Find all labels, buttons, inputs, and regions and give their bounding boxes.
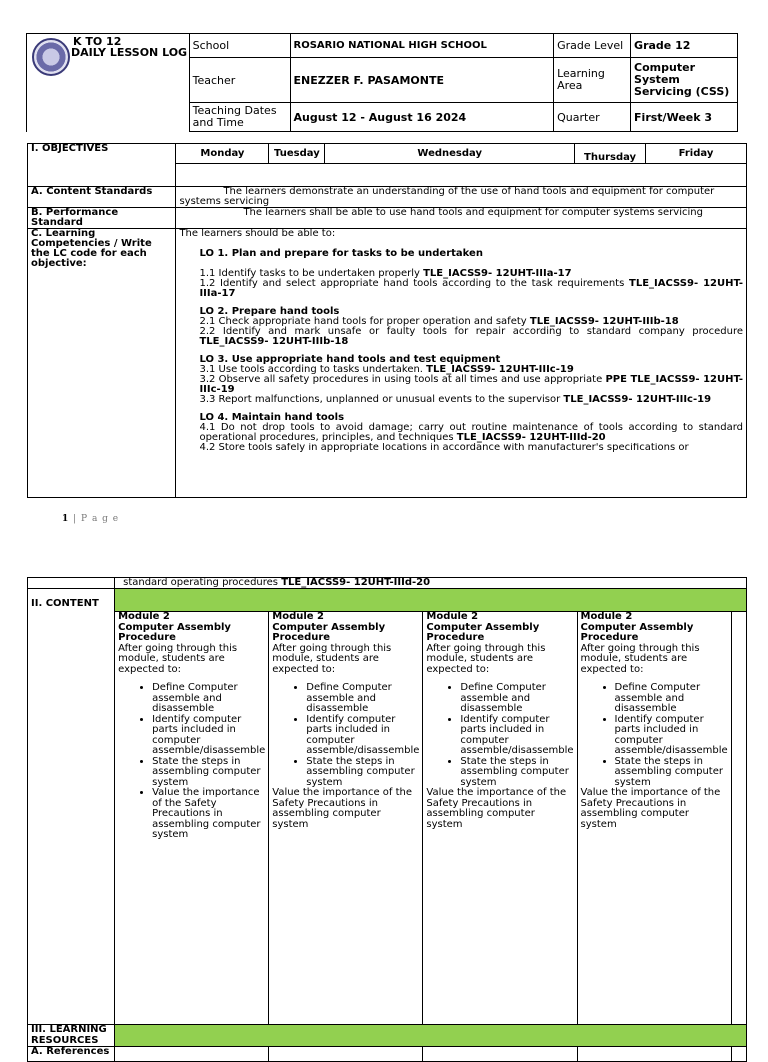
- lo3-3: [199, 395, 743, 405]
- module-bullets: [581, 683, 728, 788]
- lo3-1-text: 3.1 Use tools according to tasks undertaken.: [199, 364, 427, 375]
- performance-label: B. Performance Standard: [28, 208, 176, 229]
- lo1-2-text: 1.2 Identify and select appropriate hand tools according to the task requirements: [199, 278, 630, 289]
- lo2-2-text: 2.2 Identify and mark unsafe or faulty tools for repair according to standard company procedure: [199, 326, 743, 337]
- content-green-bar: [115, 589, 747, 612]
- lo2-1-code: TLE_IACSS9- 12UHT-IIIb-18: [529, 316, 679, 327]
- day-thursday: Thursday: [575, 144, 646, 164]
- bullet-steps: • State the steps in assembling computer system: [460, 757, 573, 789]
- day-monday: Monday: [176, 144, 269, 164]
- lo4-1-text: 4.1 Do not drop tools to avoid damage; carry out routine maintenance of tools according to standard operational procedures, principles, and techniques: [199, 422, 743, 443]
- teacher-value: ENEZZER F. PASAMONTE: [290, 58, 554, 103]
- dates-label: Teaching Dates and Time: [189, 103, 290, 132]
- log-title: [71, 36, 187, 58]
- module-intro: After going through this module, students are expected to:: [580, 642, 700, 675]
- module-title: Module 2: [580, 611, 633, 622]
- deped-seal-icon: [32, 38, 70, 76]
- lo4-title: LO 4. Maintain hand tools: [199, 412, 345, 423]
- bullet-define: • Define Computer assemble and disassemble: [460, 683, 573, 715]
- lo1-2-code: TLE_IACSS9- 12UHT-IIIa-17: [199, 278, 743, 299]
- day-wednesday: Wednesday: [325, 144, 575, 164]
- lo4-1-code: TLE_IACSS9- 12UHT-IIId-20: [456, 432, 606, 443]
- bullet-steps: • State the steps in assembling computer system: [615, 757, 728, 789]
- objectives-table: [27, 143, 747, 498]
- bullet-steps: • State the steps in assembling computer system: [152, 757, 265, 789]
- lo1-1-text: 1.1 Identify tasks to be undertaken properly: [199, 268, 424, 279]
- page-label: P a g e: [81, 514, 120, 524]
- references-thursday: [577, 1047, 731, 1062]
- module-intro: After going through this module, students are expected to:: [272, 642, 392, 675]
- content-standards-label: A. Content Standards: [28, 187, 176, 208]
- references-monday: [115, 1047, 269, 1062]
- module-subtitle: Computer Assembly Procedure: [426, 621, 540, 643]
- module-subtitle: Computer Assembly Procedure: [272, 621, 386, 643]
- lo2-2: [199, 327, 743, 347]
- module-bullets: [426, 683, 573, 788]
- lo1-1-code: TLE_IACSS9- 12UHT-IIIa-17: [423, 268, 572, 279]
- page-number: 1: [62, 514, 70, 524]
- continuation-text: standard operating procedures: [123, 577, 282, 588]
- references-heading: A. References: [28, 1047, 115, 1062]
- bullet-identify: • Identify computer parts included in computer assemble/disassemble: [306, 715, 419, 757]
- bullet-define: • Define Computer assemble and disassemble: [615, 683, 728, 715]
- lo2-2-code: TLE_IACSS9- 12UHT-IIIb-18: [199, 336, 349, 347]
- lo3-2-text: 3.2 Observe all safety procedures in using tools at all times and use appropriate: [199, 374, 606, 385]
- module-title: Module 2: [118, 611, 170, 622]
- lo3-3-text: 3.3 Report malfunctions, unplanned or unusual events to the supervisor: [199, 394, 564, 405]
- lo2-1-text: 2.1 Check appropriate hand tools for proper operation and safety: [199, 316, 530, 327]
- blank-row: [176, 164, 747, 187]
- value-line: Value the importance of the Safety Precautions in assembling computer system: [272, 787, 413, 830]
- module-bullets: [118, 683, 265, 841]
- value-line: Value the importance of the Safety Precautions in assembling computer system: [580, 787, 721, 830]
- logo-cell: [27, 34, 190, 132]
- title-line1: K TO 12: [73, 35, 122, 48]
- bullet-define: • Define Computer assemble and disassemble: [152, 683, 265, 715]
- competencies-label: C. Learning Competencies / Write the LC code for each objective:: [28, 229, 176, 498]
- quarter-label: Quarter: [554, 103, 631, 132]
- module-subtitle: Computer Assembly Procedure: [580, 621, 694, 643]
- performance-text: The learners shall be able to use hand tools and equipment for computer systems servicing: [176, 208, 747, 229]
- competencies-intro: The learners should be able to:: [179, 228, 336, 239]
- references-wednesday: [423, 1047, 577, 1062]
- resources-heading: III. LEARNING RESOURCES: [28, 1025, 115, 1047]
- competencies-cell: [176, 229, 747, 498]
- page-footer: 1 | P a g e: [62, 514, 120, 524]
- continuation-label-cell: [28, 578, 115, 589]
- module-title: Module 2: [426, 611, 479, 622]
- area-label: Learning Area: [554, 58, 631, 103]
- school-value: ROSARIO NATIONAL HIGH SCHOOL: [290, 34, 554, 58]
- lo3-3-code: TLE_IACSS9- 12UHT-IIIc-19: [563, 394, 712, 405]
- lo1-2: [199, 279, 743, 299]
- continuation-code: TLE_IACSS9- 12UHT-IIId-20: [281, 577, 431, 588]
- dates-value: August 12 - August 16 2024: [290, 103, 554, 132]
- module-title: Module 2: [272, 611, 324, 622]
- references-friday: [731, 1047, 746, 1062]
- grade-label: Grade Level: [554, 34, 631, 58]
- teacher-label: Teacher: [189, 58, 290, 103]
- lo3-title: LO 3. Use appropriate hand tools and test equipment: [199, 354, 501, 365]
- lo3-2-code: PPE TLE_IACSS9- 12UHT-IIIc-19: [199, 374, 743, 395]
- area-value: Computer System Servicing (CSS): [631, 58, 738, 103]
- lo3-2: [199, 375, 743, 395]
- lo3-1-code: TLE_IACSS9- 12UHT-IIIc-19: [426, 364, 574, 375]
- objectives-heading: I. OBJECTIVES: [28, 144, 176, 187]
- content-table: [27, 577, 747, 1062]
- lo4-1: [199, 423, 743, 443]
- bullet-identify: • Identify computer parts included in computer assemble/disassemble: [152, 715, 265, 757]
- module-friday: [731, 612, 746, 1025]
- module-intro: After going through this module, students are expected to:: [118, 642, 238, 675]
- module-bullets: [272, 683, 419, 788]
- module-thursday: [577, 612, 731, 1025]
- module-monday: [115, 612, 269, 1025]
- bullet-define: • Define Computer assemble and disassemble: [306, 683, 419, 715]
- header-table: [26, 33, 738, 132]
- lo4-2: 4.2 Store tools safely in appropriate locations in accordance with manufacturer's specifications or: [199, 443, 689, 453]
- module-intro: After going through this module, students are expected to:: [426, 642, 546, 675]
- bullet-identify: • Identify computer parts included in computer assemble/disassemble: [460, 715, 573, 757]
- bullet-identify: • Identify computer parts included in computer assemble/disassemble: [615, 715, 728, 757]
- bullet-value: • Value the importance of the Safety Precautions in assembling computer system: [152, 788, 265, 841]
- day-tuesday: Tuesday: [269, 144, 325, 164]
- module-wednesday: [423, 612, 577, 1025]
- content-heading: II. CONTENT: [28, 589, 115, 1025]
- lo1-title: LO 1. Plan and prepare for tasks to be undertaken: [199, 248, 483, 259]
- school-label: School: [189, 34, 290, 58]
- quarter-value: First/Week 3: [631, 103, 738, 132]
- lo2-title: LO 2. Prepare hand tools: [199, 306, 340, 317]
- module-tuesday: [269, 612, 423, 1025]
- grade-value: Grade 12: [631, 34, 738, 58]
- resources-green-bar: [115, 1025, 747, 1047]
- module-subtitle: Computer Assembly Procedure: [118, 621, 231, 643]
- value-line: Value the importance of the Safety Precautions in assembling computer system: [426, 787, 567, 830]
- references-tuesday: [269, 1047, 423, 1062]
- title-line2: DAILY LESSON LOG: [71, 46, 188, 59]
- content-standards-text: The learners demonstrate an understanding of the use of hand tools and equipment for computer systems servicing: [176, 187, 747, 208]
- bullet-steps: • State the steps in assembling computer system: [306, 757, 419, 789]
- day-friday: Friday: [646, 144, 747, 164]
- continuation-cell: [115, 578, 747, 589]
